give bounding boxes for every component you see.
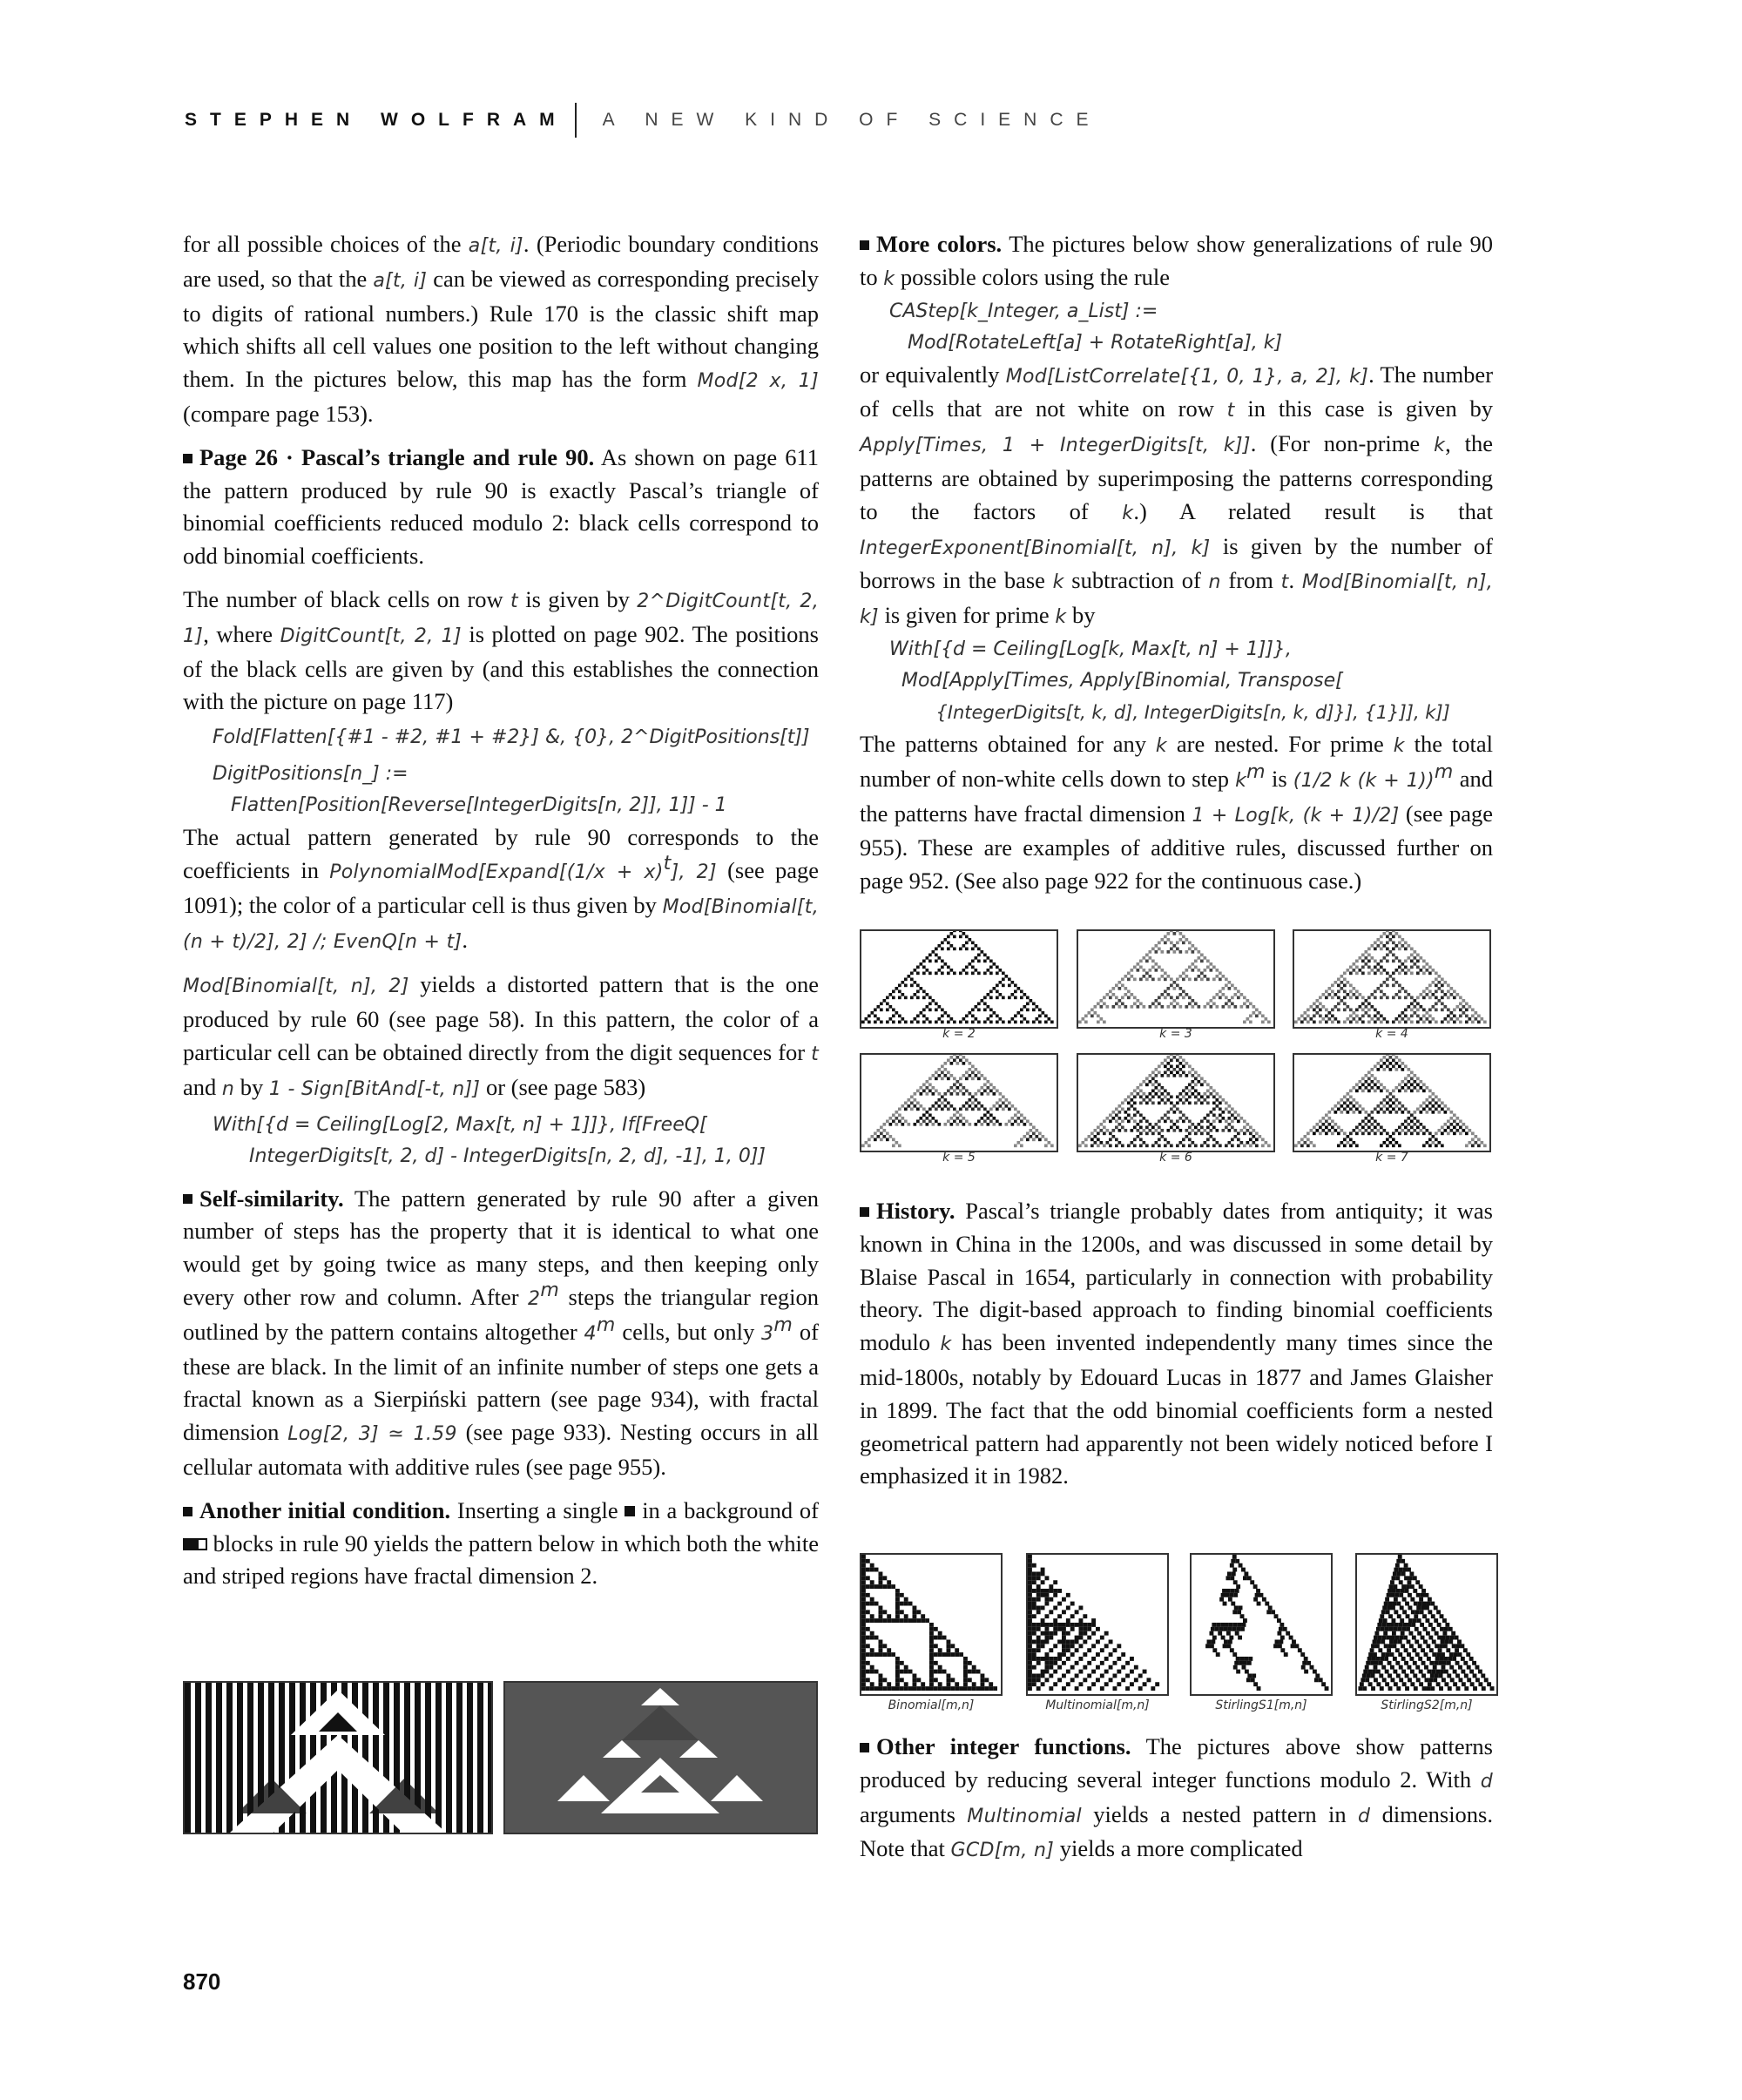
integer-function-panel <box>1355 1553 1498 1696</box>
code-fold-flatten: Fold[Flatten[{#1 - #2, #1 + #2}] &, {0}, 2^DigitPositions[t]] <box>213 726 810 749</box>
bullet-icon <box>860 240 869 250</box>
right-column-lower <box>860 1195 1493 1503</box>
k-color-panel <box>860 1053 1058 1152</box>
code-with-ceiling-1: With[{d = Ceiling[Log[2, Max[t, n] + 1]]}, If[FreeQ[ <box>213 1113 707 1136</box>
paragraph-more-colors: More colors. The pictures below show generalizations of rule 90 to k possible colors using the rule <box>860 231 1493 290</box>
bullet-icon <box>860 1207 869 1217</box>
k-color-caption: k = 7 <box>1375 1151 1408 1165</box>
paragraph-other-functions: Other integer functions. The pictures above show patterns produced by reducing several integer functions modulo 2. With d arguments Multinomial yields a nested pattern in d dimensions. Note that GCD[m, n] yields a more complicated <box>860 1733 1493 1862</box>
paragraph-rule-60: Mod[Binomial[t, n], 2] yields a distorted pattern that is the one produced by rule 60 (see page 58). In this pattern, the color of a particular cell can be obtained directly from the digit sequences for t and n by 1 - Sign[BitAnd[-t, n]] or (see page 583) <box>183 971 820 1100</box>
integer-function-caption: Binomial[m,n] <box>888 1698 975 1712</box>
k-color-pattern-image <box>1294 931 1489 1027</box>
k-color-caption: k = 2 <box>942 1027 976 1041</box>
bullet-icon <box>183 1507 192 1516</box>
integer-function-pattern-image <box>861 1555 1001 1694</box>
k-color-caption: k = 6 <box>1159 1151 1192 1165</box>
k-color-panel <box>860 929 1058 1029</box>
paragraph-black-cells: The number of black cells on row t is given by 2^DigitCount[t, 2, 1], where DigitCount[t, 2, 1] is plotted on page 902. The positions of the black cells are given by (and this establishes the connection with the picture on page 117) <box>183 585 819 715</box>
bullet-icon <box>183 454 192 463</box>
k-color-caption: k = 5 <box>942 1151 976 1165</box>
k-color-pattern-image <box>1078 1055 1273 1151</box>
k-color-panel <box>1077 929 1275 1029</box>
bullet-icon <box>860 1743 869 1752</box>
rule90-striped-figure <box>183 1681 493 1834</box>
integer-function-panel <box>1190 1553 1333 1696</box>
black-block-icon <box>183 1538 197 1550</box>
k-color-pattern-image <box>861 931 1057 1027</box>
k-color-pattern-image <box>1294 1055 1489 1151</box>
left-column <box>183 228 819 1604</box>
paragraph-self-similarity: Self-similarity. The pattern generated by rule 90 after a given number of steps has the property that it is identical to what one would get by going twice as many steps, and then keeping only every other row and column. After 2$^m$ steps the triangular region outlined by the pattern contains altogether 4$^m$ cells, but only 3$^m$ of these are black. In the limit of an infinite number of steps one gets a fractal known as a Sierpiński pattern (see page 934), with fractal dimension Log[2, 3] ≃ 1.59 (see page 933). Nesting occurs in all cellular automata with additive rules (see page 955). <box>183 1185 819 1480</box>
white-block-icon <box>197 1538 207 1550</box>
integer-function-caption: Multinomial[m,n] <box>1045 1698 1150 1712</box>
k-color-panel <box>1077 1053 1275 1152</box>
rule90-striped-image <box>185 1683 491 1833</box>
rule90-gray-image <box>505 1683 816 1833</box>
paragraph-history: History. Pascal’s triangle probably dates from antiquity; it was known in China in the 1200s, and was discussed in some detail by Blaise Pascal in 1654, particularly in connection with probability theory. The digit-based approach to finding binomial coefficients modulo k has been invented independently many times since the mid-1800s, notably by Edouard Lucas in 1877 and James Glaisher in 1899. The fact that the odd binomial coefficients form a nested geometrical pattern had apparently not been widely noticed before I emphasized it in 1982. <box>860 1198 1493 1489</box>
code-castep-2: Mod[RotateLeft[a] + RotateRight[a], k] <box>889 331 1283 354</box>
paragraph-equivalently: or equivalently Mod[ListCorrelate[{1, 0, 1}, a, 2], k]. The number of cells that are not white on row t in this case is given by Apply[Times, 1 + IntegerDigits[t, k]]. (For non-prime k, the patterns are obtained by superimposing the patterns corresponding to the factors of k.) A related result is that IntegerExponent[Binomial[t, n], k] is given by the number of borrows in the base k subtraction of n from t. Mod[Binomial[t, n], k] is given for prime k by <box>860 361 1494 629</box>
bullet-icon <box>183 1194 192 1204</box>
code-with-ceiling-k-2: Mod[Apply[Times, Apply[Binomial, Transpose[ <box>889 669 1343 692</box>
paragraph-boundary-conditions: for all possible choices of the a[t, i]. (Periodic boundary conditions are used, so that the a[t, i] can be viewed as corresponding precisely to digits of rational numbers.) Rule 170 is the classic shift map which shifts all cell values one position to the left without changing them. In the pictures below, this map has the form Mod[2 x, 1] (compare page 153). <box>183 231 819 427</box>
rule90-gray-figure <box>503 1681 818 1834</box>
integer-function-panel <box>860 1553 1003 1696</box>
integer-function-caption: StirlingS1[m,n] <box>1215 1698 1307 1712</box>
code-with-ceiling-k-3: {IntegerDigits[t, k, d], IntegerDigits[n, k, d]}], {1}]], k]] <box>889 701 1450 723</box>
k-color-caption: k = 4 <box>1375 1027 1408 1041</box>
code-with-ceiling-2: IntegerDigits[t, 2, d] - IntegerDigits[n, 2, d], -1], 1, 0]] <box>213 1145 766 1167</box>
header-author: STEPHEN WOLFRAM <box>185 110 568 130</box>
integer-function-panel <box>1026 1553 1169 1696</box>
header-book-title: A NEW KIND OF SCIENCE <box>602 110 1102 130</box>
paragraph-nested-patterns: The patterns obtained for any k are nested. For prime k the total number of non-white cells down to step $k^m$ is (1/2 k (k + 1))$^m$ and the patterns have fractal dimension 1 + Log[k, (k + 1)/2] (see page 955). These are examples of additive rules, discussed further on page 952. (See also page 922 for the continuous case.) <box>860 730 1494 895</box>
code-digit-positions-2: Flatten[Position[Reverse[IntegerDigits[n, 2]], 1]] - 1 <box>213 794 727 817</box>
k-color-panel <box>1293 929 1491 1029</box>
k-color-pattern-image <box>861 1055 1057 1151</box>
paragraph-initial-condition: Another initial condition. Inserting a single in a background of blocks in rule 90 yields the pattern below in which both the white and striped regions have fractal dimension 2. <box>183 1496 819 1590</box>
code-digit-positions-1: DigitPositions[n_] := <box>213 763 408 786</box>
page-number: 870 <box>183 1968 221 1995</box>
header-divider <box>575 103 577 138</box>
paragraph-actual-pattern: The actual pattern generated by rule 90 corresponds to the coefficients in PolynomialMod[Expand[(1/x + x)$^t$], 2] (see page 1091); the color of a particular cell is thus given by Mod[Binomial[t, (n + t)/2], 2] /; EvenQ[n + t]. <box>183 824 819 953</box>
code-castep-1: CAStep[k_Integer, a_List] := <box>889 300 1158 322</box>
running-header <box>185 103 1102 138</box>
integer-function-pattern-image <box>1357 1555 1496 1694</box>
integer-function-pattern-image <box>1192 1555 1331 1694</box>
right-column <box>860 228 1493 908</box>
code-with-ceiling-k-1: With[{d = Ceiling[Log[k, Max[t, n] + 1]]}, <box>889 638 1292 660</box>
integer-function-pattern-image <box>1028 1555 1167 1694</box>
k-color-caption: k = 3 <box>1159 1027 1192 1041</box>
black-cell-icon <box>625 1506 635 1516</box>
paragraph-pascal-triangle: Page 26 · Pascal’s triangle and rule 90. As shown on page 611 the pattern produced by rule 90 is exactly Pascal’s triangle of binomial coefficients reduced modulo 2: black cells correspond to odd binomial coefficients. <box>183 443 820 570</box>
k-color-panel <box>1293 1053 1491 1152</box>
right-column-bottom <box>860 1731 1493 1878</box>
integer-function-caption: StirlingS2[m,n] <box>1381 1698 1473 1712</box>
k-color-pattern-image <box>1078 931 1273 1027</box>
